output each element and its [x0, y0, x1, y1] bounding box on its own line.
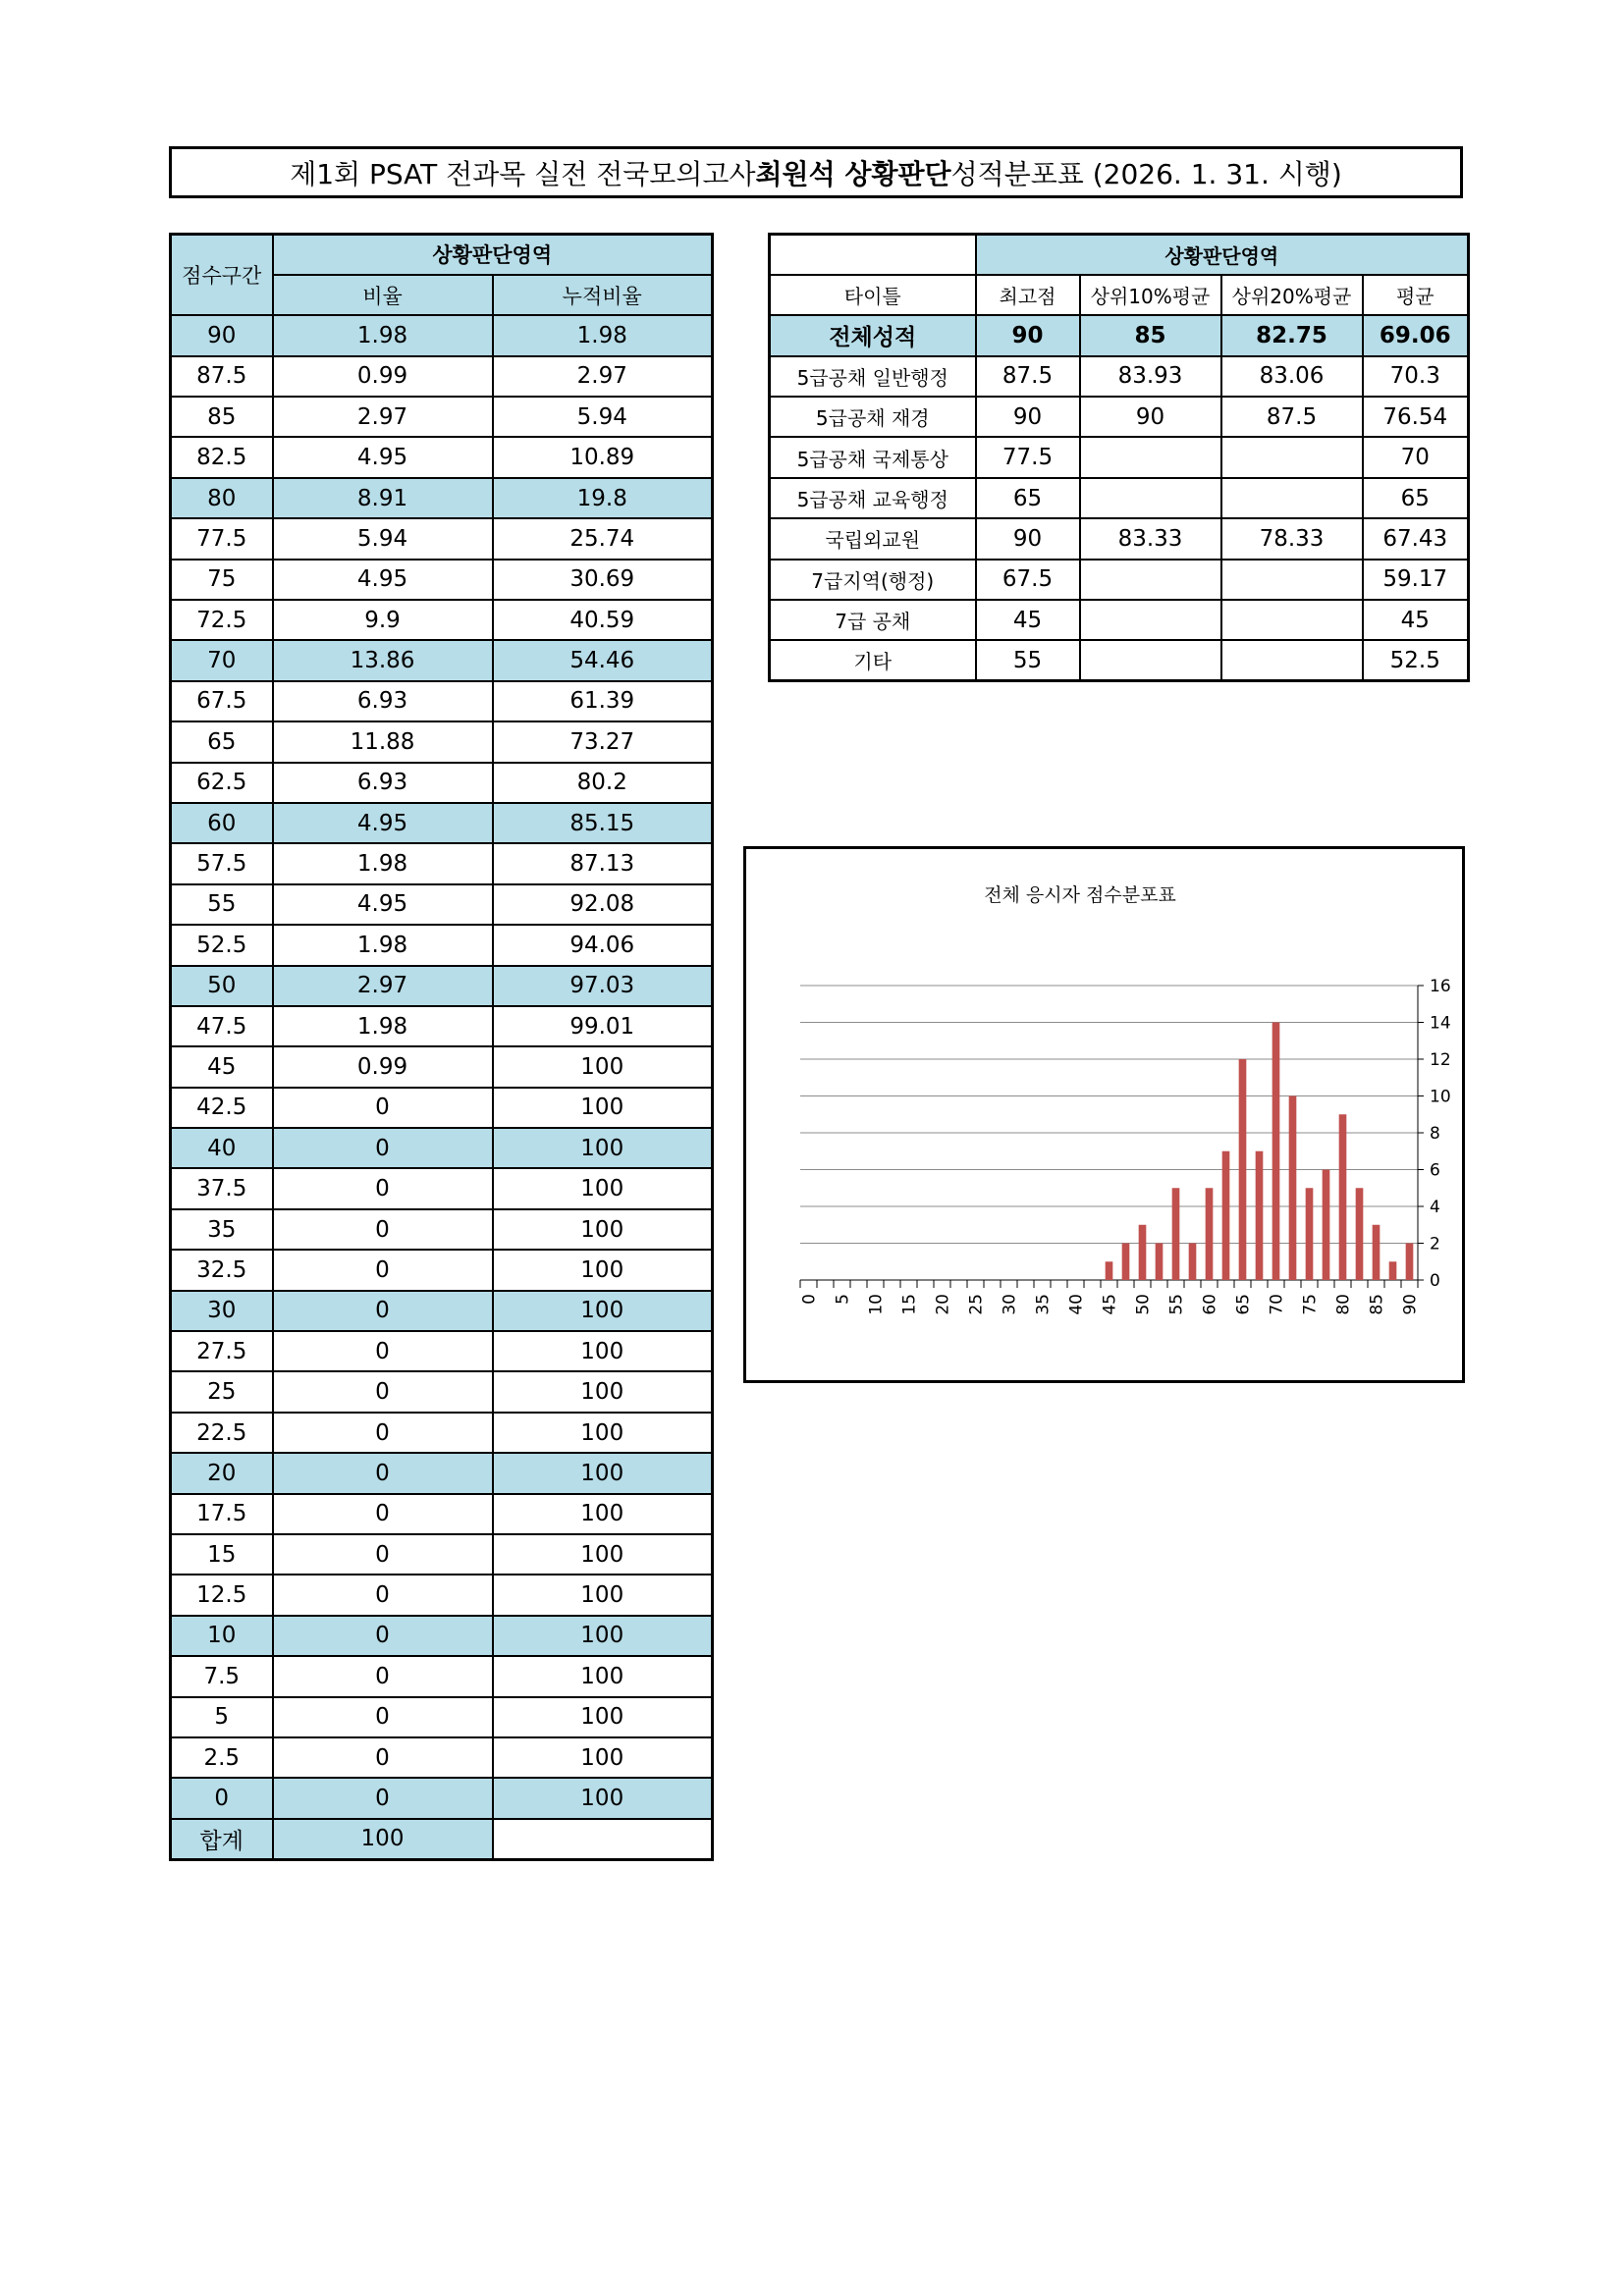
- cumulative-cell: 30.69: [493, 560, 713, 600]
- summary-col-header: 상위20%평균: [1221, 275, 1363, 315]
- score-histogram-chart: [743, 846, 1465, 1383]
- total-row: [171, 1819, 713, 1859]
- summary-row-label: 전체성적: [770, 315, 976, 355]
- score-cell: 22.5: [171, 1413, 273, 1453]
- ratio-cell: 0: [273, 1656, 493, 1696]
- x-tick-label: 60: [1200, 1294, 1220, 1315]
- table-row: [171, 640, 713, 680]
- x-tick-label: 65: [1233, 1294, 1254, 1315]
- total-empty: [493, 1819, 713, 1859]
- cumulative-cell: 100: [493, 1575, 713, 1615]
- summary-row: [770, 600, 1469, 640]
- table-row: [171, 600, 713, 640]
- y-tick-label: 6: [1430, 1160, 1440, 1181]
- table-row: [171, 884, 713, 925]
- table-row: [171, 518, 713, 559]
- score-cell: 70: [171, 640, 273, 680]
- x-tick-label: 30: [1000, 1294, 1020, 1315]
- summary-value-cell: 55: [976, 640, 1080, 680]
- cumulative-cell: 80.2: [493, 763, 713, 803]
- summary-value-cell: 90: [976, 518, 1080, 559]
- summary-value-cell: 70: [1363, 437, 1469, 477]
- summary-value-cell: 65: [976, 478, 1080, 518]
- x-tick-label: 50: [1133, 1294, 1154, 1315]
- area-header: 상황판단영역: [273, 235, 713, 275]
- table-row: [171, 1494, 713, 1534]
- cumulative-cell: 92.08: [493, 884, 713, 925]
- table-row: [171, 1291, 713, 1331]
- score-cell: 25: [171, 1371, 273, 1412]
- cumulative-cell: 100: [493, 1778, 713, 1818]
- table-row: [171, 1737, 713, 1778]
- chart-svg: [746, 849, 1462, 1380]
- cumulative-cell: 1.98: [493, 315, 713, 355]
- summary-row: [770, 640, 1469, 680]
- score-cell: 72.5: [171, 600, 273, 640]
- ratio-cell: 0: [273, 1088, 493, 1128]
- cumulative-cell: 100: [493, 1371, 713, 1412]
- ratio-cell: 0: [273, 1494, 493, 1534]
- summary-row-label: 기타: [770, 640, 976, 680]
- table-row: [171, 966, 713, 1006]
- table-row: [171, 1697, 713, 1737]
- score-cell: 55: [171, 884, 273, 925]
- cumulative-cell: 100: [493, 1737, 713, 1778]
- ratio-cell: 0: [273, 1453, 493, 1493]
- summary-col-header: 타이틀: [770, 275, 976, 315]
- table-row: [171, 1453, 713, 1493]
- score-cell: 5: [171, 1697, 273, 1737]
- ratio-cell: 1.98: [273, 925, 493, 965]
- summary-value-cell: [1080, 560, 1221, 600]
- score-cell: 35: [171, 1209, 273, 1250]
- score-cell: 80: [171, 478, 273, 518]
- summary-value-cell: 78.33: [1221, 518, 1363, 559]
- chart-bar: [1406, 1244, 1414, 1281]
- ratio-cell: 2.97: [273, 397, 493, 437]
- summary-value-cell: 59.17: [1363, 560, 1469, 600]
- ratio-cell: 0: [273, 1697, 493, 1737]
- y-tick-label: 0: [1430, 1271, 1440, 1291]
- chart-bar: [1306, 1188, 1314, 1280]
- cumulative-cell: 100: [493, 1494, 713, 1534]
- summary-row-label: 국립외교원: [770, 518, 976, 559]
- title-post: 성적분포표 (2026. 1. 31. 시행): [950, 157, 1342, 190]
- y-tick-label: 14: [1430, 1013, 1451, 1034]
- ratio-cell: 0: [273, 1128, 493, 1168]
- summary-value-cell: 90: [976, 315, 1080, 355]
- ratio-cell: 0: [273, 1291, 493, 1331]
- score-cell: 45: [171, 1046, 273, 1087]
- summary-value-cell: 45: [976, 600, 1080, 640]
- summary-value-cell: [1221, 560, 1363, 600]
- table-row: [171, 1575, 713, 1615]
- y-tick-label: 12: [1430, 1050, 1451, 1070]
- ratio-cell: 11.88: [273, 721, 493, 762]
- title-pre: 제1회 PSAT 전과목 실전 전국모의고사: [290, 157, 756, 190]
- score-cell: 7.5: [171, 1656, 273, 1696]
- summary-row-label: 7급지역(행정): [770, 560, 976, 600]
- ratio-cell: 0: [273, 1534, 493, 1575]
- summary-value-cell: 85: [1080, 315, 1221, 355]
- table-row: [171, 478, 713, 518]
- ratio-cell: 5.94: [273, 518, 493, 559]
- chart-bar: [1206, 1188, 1214, 1280]
- summary-value-cell: [1221, 437, 1363, 477]
- ratio-cell: 13.86: [273, 640, 493, 680]
- ratio-cell: 0: [273, 1209, 493, 1250]
- chart-bar: [1106, 1261, 1113, 1280]
- summary-value-cell: [1221, 640, 1363, 680]
- score-cell: 37.5: [171, 1168, 273, 1208]
- summary-value-cell: [1080, 478, 1221, 518]
- chart-bar: [1339, 1114, 1347, 1280]
- y-tick-label: 4: [1430, 1198, 1440, 1217]
- page-title: [169, 146, 1463, 198]
- cumulative-cell: 100: [493, 1656, 713, 1696]
- summary-col-header: 평균: [1363, 275, 1469, 315]
- summary-area-header: 상황판단영역: [976, 235, 1469, 275]
- summary-value-cell: [1221, 478, 1363, 518]
- score-cell: 10: [171, 1616, 273, 1656]
- summary-row: [770, 437, 1469, 477]
- score-cell: 75: [171, 560, 273, 600]
- cumulative-cell: 94.06: [493, 925, 713, 965]
- cumulative-cell: 54.46: [493, 640, 713, 680]
- score-cell: 62.5: [171, 763, 273, 803]
- chart-bar: [1156, 1244, 1164, 1281]
- y-tick-label: 10: [1430, 1087, 1451, 1107]
- ratio-cell: 1.98: [273, 843, 493, 883]
- chart-bar: [1272, 1023, 1280, 1281]
- x-tick-label: 90: [1400, 1294, 1421, 1315]
- score-cell: 0: [171, 1778, 273, 1818]
- score-cell: 2.5: [171, 1737, 273, 1778]
- score-cell: 17.5: [171, 1494, 273, 1534]
- summary-value-cell: 67.43: [1363, 518, 1469, 559]
- chart-bar: [1323, 1170, 1330, 1281]
- cumulative-cell: 40.59: [493, 600, 713, 640]
- x-tick-label: 45: [1100, 1294, 1120, 1315]
- summary-value-cell: 82.75: [1221, 315, 1363, 355]
- cumulative-cell: 100: [493, 1534, 713, 1575]
- cumulative-cell: 97.03: [493, 966, 713, 1006]
- score-cell: 60: [171, 803, 273, 843]
- ratio-cell: 9.9: [273, 600, 493, 640]
- score-distribution-table: [169, 233, 714, 1861]
- cumulative-cell: 2.97: [493, 356, 713, 397]
- ratio-cell: 0: [273, 1331, 493, 1371]
- summary-value-cell: 45: [1363, 600, 1469, 640]
- score-cell: 30: [171, 1291, 273, 1331]
- x-tick-label: 55: [1166, 1294, 1187, 1315]
- ratio-cell: 0: [273, 1371, 493, 1412]
- cumulative-cell: 5.94: [493, 397, 713, 437]
- score-cell: 47.5: [171, 1006, 273, 1046]
- table-row: [171, 681, 713, 721]
- score-cell: 82.5: [171, 437, 273, 477]
- ratio-cell: 4.95: [273, 884, 493, 925]
- chart-bar: [1172, 1188, 1180, 1280]
- ratio-cell: 6.93: [273, 763, 493, 803]
- ratio-cell: 6.93: [273, 681, 493, 721]
- chart-bar: [1239, 1059, 1247, 1280]
- col-header-cumulative: 누적비율: [493, 275, 713, 315]
- cumulative-cell: 100: [493, 1291, 713, 1331]
- cumulative-cell: 100: [493, 1046, 713, 1087]
- table-row: [171, 843, 713, 883]
- cumulative-cell: 10.89: [493, 437, 713, 477]
- summary-row: [770, 518, 1469, 559]
- table-row: [171, 1250, 713, 1290]
- x-tick-label: 40: [1066, 1294, 1087, 1315]
- table-row: [171, 356, 713, 397]
- ratio-cell: 0: [273, 1413, 493, 1453]
- summary-value-cell: 70.3: [1363, 356, 1469, 397]
- table-row: [171, 925, 713, 965]
- col-header-score: 점수구간: [171, 235, 273, 316]
- table-row: [171, 560, 713, 600]
- cumulative-cell: 61.39: [493, 681, 713, 721]
- table-row: [171, 1006, 713, 1046]
- x-tick-label: 20: [933, 1294, 953, 1315]
- chart-bar: [1139, 1225, 1147, 1280]
- summary-row-label: 5급공채 교육행정: [770, 478, 976, 518]
- ratio-cell: 0: [273, 1168, 493, 1208]
- cumulative-cell: 87.13: [493, 843, 713, 883]
- x-tick-label: 15: [899, 1294, 920, 1315]
- x-tick-label: 10: [866, 1294, 887, 1315]
- x-tick-label: 85: [1367, 1294, 1387, 1315]
- summary-row: [770, 560, 1469, 600]
- score-cell: 40: [171, 1128, 273, 1168]
- summary-value-cell: [1080, 600, 1221, 640]
- cumulative-cell: 100: [493, 1453, 713, 1493]
- cumulative-cell: 100: [493, 1413, 713, 1453]
- x-tick-label: 35: [1033, 1294, 1054, 1315]
- y-tick-label: 2: [1430, 1234, 1440, 1255]
- summary-value-cell: [1080, 437, 1221, 477]
- summary-row: [770, 478, 1469, 518]
- score-cell: 57.5: [171, 843, 273, 883]
- summary-row-label: 5급공채 일반행정: [770, 356, 976, 397]
- x-tick-label: 70: [1267, 1294, 1287, 1315]
- cumulative-cell: 100: [493, 1128, 713, 1168]
- chart-bar: [1389, 1261, 1397, 1280]
- ratio-cell: 0: [273, 1250, 493, 1290]
- summary-value-cell: 90: [976, 397, 1080, 437]
- table-row: [171, 1413, 713, 1453]
- chart-bar: [1373, 1225, 1380, 1280]
- ratio-cell: 1.98: [273, 1006, 493, 1046]
- chart-bar: [1189, 1244, 1197, 1281]
- table-row: [171, 1168, 713, 1208]
- summary-col-header: 상위10%평균: [1080, 275, 1221, 315]
- table-row: [171, 1656, 713, 1696]
- cumulative-cell: 73.27: [493, 721, 713, 762]
- score-cell: 87.5: [171, 356, 273, 397]
- title-bold: 최원석 상황판단: [755, 157, 951, 190]
- table-row: [171, 1046, 713, 1087]
- table-row: [171, 397, 713, 437]
- summary-value-cell: 83.06: [1221, 356, 1363, 397]
- summary-row-label: 5급공채 국제통상: [770, 437, 976, 477]
- summary-value-cell: 65: [1363, 478, 1469, 518]
- summary-value-cell: [1080, 640, 1221, 680]
- table-row: [171, 721, 713, 762]
- x-tick-label: 5: [833, 1294, 853, 1305]
- score-cell: 32.5: [171, 1250, 273, 1290]
- cumulative-cell: 19.8: [493, 478, 713, 518]
- summary-table: [768, 233, 1470, 682]
- cumulative-cell: 100: [493, 1088, 713, 1128]
- cumulative-cell: 100: [493, 1616, 713, 1656]
- summary-header-row: [770, 275, 1469, 315]
- x-tick-label: 80: [1333, 1294, 1354, 1315]
- summary-value-cell: 83.93: [1080, 356, 1221, 397]
- cumulative-cell: 100: [493, 1331, 713, 1371]
- score-cell: 85: [171, 397, 273, 437]
- summary-value-cell: 76.54: [1363, 397, 1469, 437]
- cumulative-cell: 25.74: [493, 518, 713, 559]
- summary-value-cell: 52.5: [1363, 640, 1469, 680]
- score-cell: 12.5: [171, 1575, 273, 1615]
- ratio-cell: 8.91: [273, 478, 493, 518]
- summary-value-cell: 83.33: [1080, 518, 1221, 559]
- table-row: [171, 1088, 713, 1128]
- x-tick-label: 0: [799, 1294, 820, 1305]
- chart-title: 전체 응시자 점수분포표: [984, 884, 1176, 906]
- summary-row: [770, 356, 1469, 397]
- score-cell: 90: [171, 315, 273, 355]
- ratio-cell: 1.98: [273, 315, 493, 355]
- summary-value-cell: 87.5: [1221, 397, 1363, 437]
- ratio-cell: 4.95: [273, 803, 493, 843]
- chart-bar: [1122, 1244, 1130, 1281]
- table-row: [171, 437, 713, 477]
- summary-value-cell: 87.5: [976, 356, 1080, 397]
- table-row: [171, 1616, 713, 1656]
- score-cell: 52.5: [171, 925, 273, 965]
- summary-col-header: 최고점: [976, 275, 1080, 315]
- cumulative-cell: 85.15: [493, 803, 713, 843]
- cumulative-cell: 100: [493, 1168, 713, 1208]
- chart-bar: [1256, 1151, 1264, 1280]
- cumulative-cell: 100: [493, 1697, 713, 1737]
- y-tick-label: 16: [1430, 977, 1451, 996]
- ratio-cell: 2.97: [273, 966, 493, 1006]
- summary-value-cell: 77.5: [976, 437, 1080, 477]
- summary-row-label: 7급 공채: [770, 600, 976, 640]
- ratio-cell: 0.99: [273, 356, 493, 397]
- score-cell: 20: [171, 1453, 273, 1493]
- score-cell: 65: [171, 721, 273, 762]
- col-header-ratio: 비율: [273, 275, 493, 315]
- score-cell: 42.5: [171, 1088, 273, 1128]
- score-cell: 77.5: [171, 518, 273, 559]
- summary-row: [770, 397, 1469, 437]
- table-row: [171, 1331, 713, 1371]
- summary-value-cell: [1221, 600, 1363, 640]
- summary-value-cell: 67.5: [976, 560, 1080, 600]
- summary-value-cell: 90: [1080, 397, 1221, 437]
- chart-bar: [1356, 1188, 1364, 1280]
- table-row: [171, 1534, 713, 1575]
- table-row: [171, 1128, 713, 1168]
- cumulative-cell: 100: [493, 1209, 713, 1250]
- total-label: 합계: [171, 1819, 273, 1859]
- summary-row-label: 5급공채 재경: [770, 397, 976, 437]
- score-cell: 27.5: [171, 1331, 273, 1371]
- cumulative-cell: 99.01: [493, 1006, 713, 1046]
- chart-bar: [1289, 1096, 1297, 1281]
- ratio-cell: 0: [273, 1575, 493, 1615]
- chart-bar: [1222, 1151, 1230, 1280]
- table-row: [171, 315, 713, 355]
- score-cell: 15: [171, 1534, 273, 1575]
- summary-value-cell: 69.06: [1363, 315, 1469, 355]
- cumulative-cell: 100: [493, 1250, 713, 1290]
- table-row: [171, 1209, 713, 1250]
- score-cell: 67.5: [171, 681, 273, 721]
- y-tick-label: 8: [1430, 1124, 1440, 1144]
- score-cell: 50: [171, 966, 273, 1006]
- ratio-cell: 0.99: [273, 1046, 493, 1087]
- table-row: [171, 803, 713, 843]
- total-value: 100: [273, 1819, 493, 1859]
- table-row: [171, 1778, 713, 1818]
- table-row: [171, 763, 713, 803]
- x-tick-label: 25: [966, 1294, 987, 1315]
- table-row: [171, 1371, 713, 1412]
- x-tick-label: 75: [1300, 1294, 1321, 1315]
- ratio-cell: 0: [273, 1737, 493, 1778]
- summary-corner: [770, 235, 976, 275]
- ratio-cell: 4.95: [273, 560, 493, 600]
- ratio-cell: 0: [273, 1616, 493, 1656]
- summary-row: [770, 315, 1469, 355]
- ratio-cell: 4.95: [273, 437, 493, 477]
- ratio-cell: 0: [273, 1778, 493, 1818]
